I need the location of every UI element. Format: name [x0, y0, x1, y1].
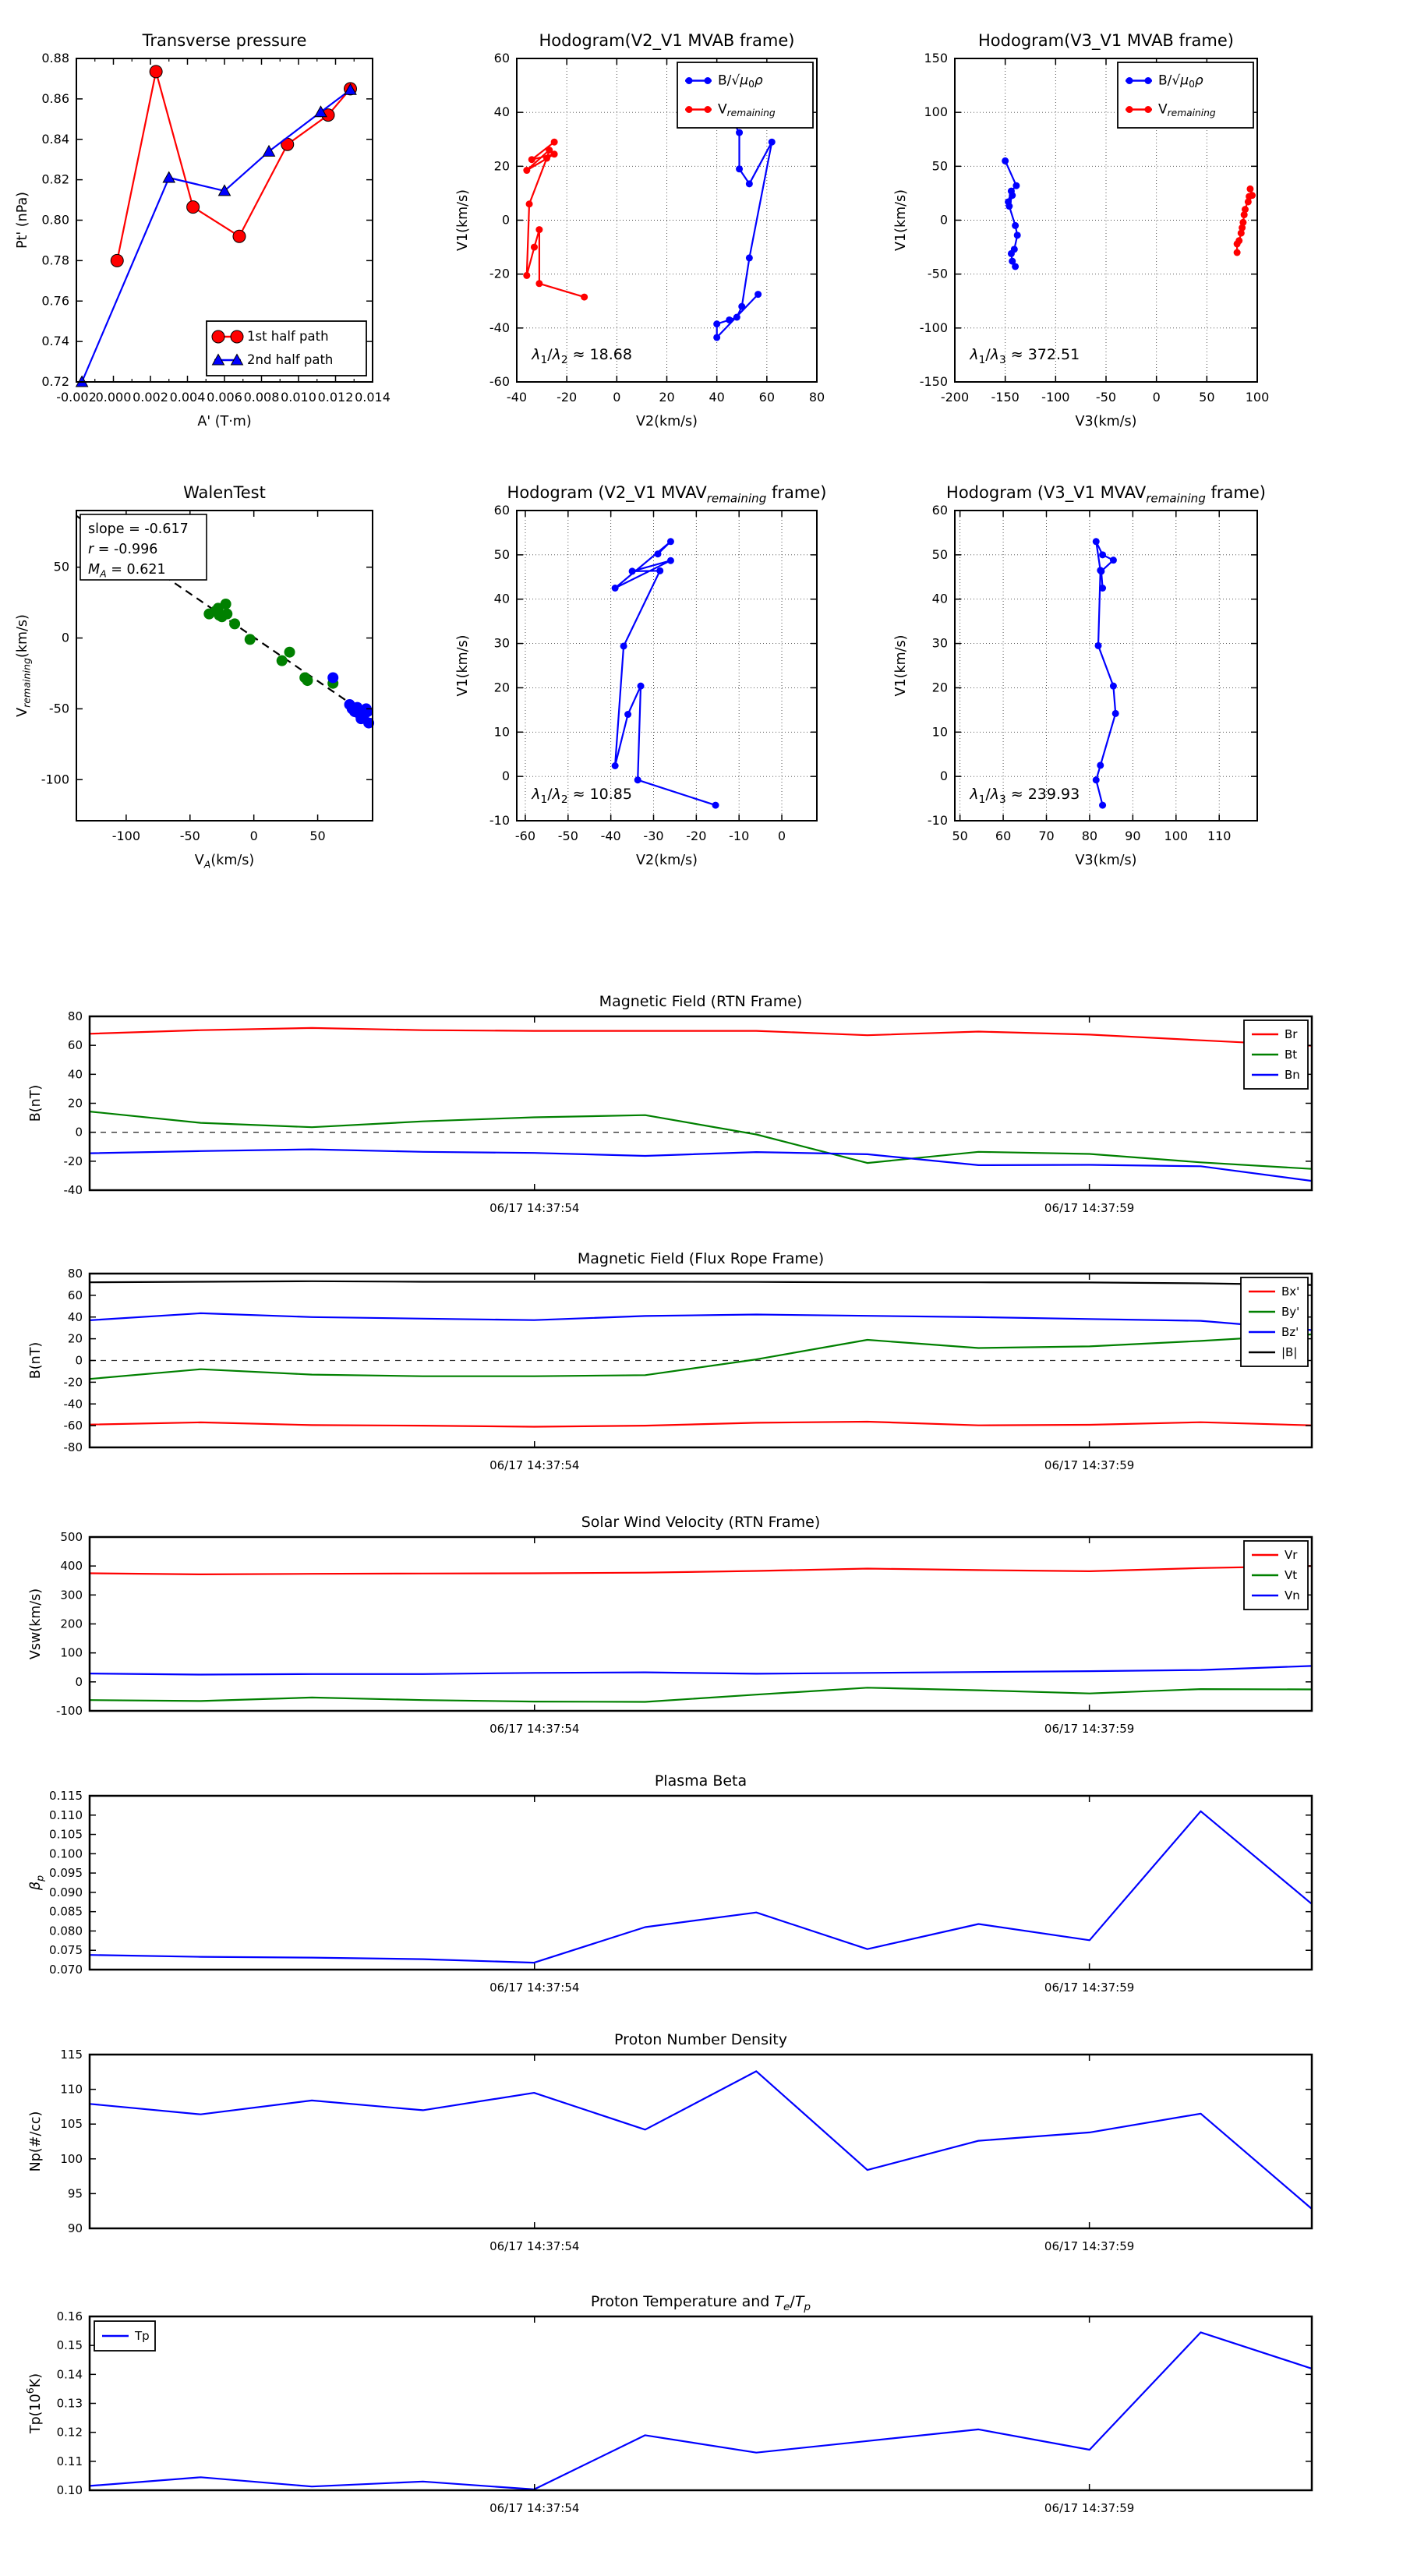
x-tick-label: 0.006 [207, 390, 242, 405]
y-tick-label: 105 [60, 2116, 83, 2131]
y-axis-label: B(nT) [28, 1341, 44, 1380]
y-tick-label: 95 [67, 2186, 83, 2200]
panel-title: Solar Wind Velocity (RTN Frame) [581, 1514, 821, 1531]
legend-label: $B/√\mu_0\rho$ [1158, 72, 1203, 90]
x-tick-label: -30 [643, 829, 664, 843]
y-tick-label: 0.80 [41, 212, 69, 227]
time-tick-label: 06/17 14:37:59 [1044, 1201, 1135, 1215]
x-tick-label: 60 [995, 829, 1012, 843]
x-tick-label: 0 [249, 829, 258, 843]
x-tick-label: 0.012 [317, 390, 354, 405]
x-tick-label: -40 [506, 390, 528, 405]
x-tick-label: 100 [1164, 829, 1189, 843]
eigenvalue-ratio-annotation: $\lambda_1/\lambda_3 \approx 239.93$ [970, 786, 1080, 807]
eigenvalue-ratio-annotation: $\lambda_1/\lambda_3 \approx 372.51$ [970, 345, 1080, 366]
y-tick-label: 20 [67, 1331, 83, 1346]
y-tick-label: 0.84 [41, 131, 69, 147]
y-tick-label: -10 [927, 812, 948, 828]
legend-label: Bz' [1281, 1324, 1299, 1339]
y-tick-label: -100 [919, 320, 948, 335]
legend [1118, 62, 1253, 128]
y-tick-label: 0.82 [41, 171, 69, 187]
y-tick-label: 0.095 [49, 1865, 83, 1880]
y-tick-label: 40 [67, 1066, 83, 1081]
y-tick-label: -40 [63, 1182, 83, 1197]
y-tick-label: 0.12 [56, 2425, 83, 2440]
x-tick-label: -20 [557, 390, 578, 405]
x-tick-label: 50 [952, 829, 968, 843]
y-tick-label: 100 [60, 1645, 83, 1660]
y-tick-label: 0.86 [41, 90, 69, 106]
y-axis-label: V1(km/s) [455, 634, 471, 697]
y-axis-label: V1(km/s) [893, 189, 909, 251]
y-tick-label: 40 [493, 591, 510, 606]
x-tick-label: -50 [1095, 390, 1117, 405]
y-tick-label: 80 [67, 1009, 83, 1023]
legend [94, 2321, 155, 2351]
panel-title: Hodogram(V3_V1 MVAB frame) [978, 31, 1234, 50]
x-tick-label: 0 [777, 829, 786, 843]
x-tick-label: -20 [686, 829, 707, 843]
y-tick-label: 300 [60, 1587, 83, 1602]
y-tick-label: -20 [63, 1374, 83, 1389]
y-tick-label: 0 [939, 212, 948, 227]
y-tick-label: 10 [931, 723, 948, 739]
y-tick-label: 150 [924, 50, 948, 65]
legend-label: Bx' [1281, 1284, 1300, 1299]
time-tick-label: 06/17 14:37:54 [489, 1722, 580, 1736]
y-tick-label: 110 [60, 2082, 83, 2097]
y-tick-label: 0 [75, 1353, 83, 1367]
panel-title: Magnetic Field (Flux Rope Frame) [577, 1250, 825, 1267]
x-tick-label: -40 [600, 829, 621, 843]
x-tick-label: 90 [1125, 829, 1141, 843]
legend-label: Br [1285, 1027, 1298, 1041]
legend-label: 2nd half path [247, 352, 334, 367]
y-tick-label: 10 [493, 723, 510, 739]
y-tick-label: 0 [75, 1674, 83, 1689]
panel-title: Hodogram(V2_V1 MVAB frame) [539, 31, 795, 50]
y-tick-label: 0.100 [49, 1846, 83, 1860]
legend-label: Tp [135, 2328, 150, 2343]
legend-label: |B| [1281, 1345, 1298, 1359]
legend-label: $B/√\mu_0\rho$ [718, 72, 763, 90]
legend [207, 321, 366, 376]
legend-label: 1st half path [247, 328, 329, 344]
panel-title: Magnetic Field (RTN Frame) [599, 993, 803, 1010]
x-tick-label: 100 [1245, 390, 1270, 405]
x-tick-label: -50 [557, 829, 578, 843]
x-tick-label: 50 [1199, 390, 1215, 405]
y-tick-label: 0.16 [56, 2309, 83, 2323]
y-tick-label: -60 [489, 373, 510, 389]
eigenvalue-ratio-annotation: $\lambda_1/\lambda_2 \approx 10.85$ [532, 786, 632, 807]
panel-title: Proton Number Density [614, 2031, 787, 2048]
x-tick-label: 80 [808, 390, 825, 405]
y-tick-label: -150 [919, 373, 948, 389]
x-tick-label: 50 [309, 829, 326, 843]
x-tick-label: 0.014 [355, 390, 391, 405]
y-tick-label: 40 [493, 104, 510, 119]
y-tick-label: 115 [60, 2047, 83, 2062]
x-axis-label: V3(km/s) [1075, 414, 1137, 429]
y-tick-label: 0.090 [49, 1885, 83, 1899]
y-tick-label: 90 [67, 2221, 83, 2235]
y-tick-label: 60 [67, 1288, 83, 1302]
y-tick-label: 0 [501, 212, 510, 227]
x-tick-label: 80 [1081, 829, 1098, 843]
time-tick-label: 06/17 14:37:59 [1044, 2239, 1135, 2253]
legend [677, 62, 813, 128]
y-tick-label: 30 [493, 635, 510, 651]
legend [1241, 1277, 1308, 1366]
x-axis-label: V3(km/s) [1075, 853, 1137, 868]
y-tick-label: 200 [60, 1617, 83, 1631]
time-tick-label: 06/17 14:37:54 [489, 2501, 580, 2515]
panel-title: Transverse pressure [142, 31, 307, 50]
time-tick-label: 06/17 14:37:54 [489, 1981, 580, 1995]
y-tick-label: 50 [53, 559, 69, 574]
y-tick-label: 60 [67, 1037, 83, 1052]
y-tick-label: 0.78 [41, 252, 69, 267]
panel-title: Hodogram (V3_V1 $MVAV_{remaining}$ frame) [946, 483, 1266, 506]
x-tick-label: -0.002 [56, 390, 97, 405]
y-tick-label: 50 [493, 546, 510, 562]
y-tick-label: 60 [493, 502, 510, 518]
fit-stat-line: r = -0.996 [88, 542, 158, 557]
x-tick-label: 60 [758, 390, 776, 405]
y-tick-label: 0 [75, 1125, 83, 1140]
y-axis-label: V1(km/s) [455, 189, 471, 251]
y-tick-label: 0.14 [56, 2366, 83, 2381]
x-tick-label: -200 [940, 390, 970, 405]
y-tick-label: -50 [927, 266, 948, 281]
y-tick-label: -10 [489, 812, 510, 828]
y-axis-label: B(nT) [28, 1084, 44, 1122]
x-tick-label: 0 [613, 390, 621, 405]
y-axis-label: $Tp(10^6K)$ [24, 2373, 44, 2434]
legend [1244, 1020, 1308, 1089]
y-tick-label: 0.10 [56, 2482, 83, 2497]
x-tick-label: 0.004 [169, 390, 206, 405]
y-tick-label: -60 [63, 1418, 83, 1433]
y-tick-label: 100 [924, 104, 948, 119]
y-tick-label: -40 [63, 1396, 83, 1411]
panel-title: Hodogram (V2_V1 $MVAV_{remaining}$ frame) [507, 483, 827, 506]
x-tick-label: 0 [1152, 390, 1161, 405]
y-tick-label: -100 [55, 1703, 83, 1718]
legend-label: Vr [1285, 1547, 1298, 1562]
x-tick-label: -100 [1041, 390, 1070, 405]
y-tick-label: 40 [931, 591, 948, 606]
x-tick-label: 0.000 [95, 390, 132, 405]
legend [1244, 1541, 1308, 1610]
y-tick-label: -20 [489, 266, 510, 281]
y-tick-label: 0.74 [41, 333, 69, 348]
y-tick-label: 0 [939, 768, 948, 783]
y-tick-label: 100 [60, 2151, 83, 2166]
y-tick-label: 0.88 [41, 50, 69, 65]
x-tick-label: -10 [729, 829, 750, 843]
y-tick-label: 20 [493, 157, 510, 173]
y-tick-label: 0.070 [49, 1962, 83, 1977]
legend-label: By' [1281, 1304, 1300, 1319]
y-tick-label: 0.13 [56, 2396, 83, 2410]
x-tick-label: -60 [514, 829, 536, 843]
panel-title: Plasma Beta [654, 1772, 747, 1790]
y-tick-label: 0 [61, 630, 69, 645]
y-tick-label: 40 [67, 1309, 83, 1324]
x-axis-label: A' (T·m) [197, 414, 252, 429]
x-tick-label: 110 [1207, 829, 1232, 843]
y-axis-label: $V_{remaining}(km/s)$ [15, 614, 33, 717]
panel-title: WalenTest [183, 483, 266, 502]
legend-label: $V_{remaining}$ [718, 101, 776, 118]
x-axis-label: V2(km/s) [636, 853, 698, 868]
y-tick-label: 0.11 [56, 2454, 83, 2468]
time-tick-label: 06/17 14:37:59 [1044, 1722, 1135, 1736]
y-tick-label: 80 [67, 1266, 83, 1281]
y-axis-label: Vsw(km/s) [28, 1588, 44, 1660]
y-axis-label: Pt' (nPa) [15, 191, 30, 249]
y-tick-label: -80 [63, 1440, 83, 1454]
legend-label: Vt [1285, 1567, 1298, 1582]
y-tick-label: 0.080 [49, 1923, 83, 1938]
y-tick-label: -40 [489, 320, 510, 335]
x-tick-label: 0.010 [281, 390, 316, 405]
fit-stat-line: $M_A = 0.621$ [88, 562, 166, 580]
y-tick-label: 0 [501, 768, 510, 783]
y-tick-label: 0.075 [49, 1942, 83, 1957]
legend-label: Vn [1285, 1588, 1300, 1602]
legend-label: Bt [1285, 1047, 1298, 1062]
y-tick-label: 60 [493, 50, 510, 65]
y-axis-label: Np(#/cc) [28, 2111, 44, 2172]
y-tick-label: 0.110 [49, 1807, 83, 1822]
x-tick-label: -150 [991, 390, 1020, 405]
x-tick-label: -50 [179, 829, 200, 843]
y-tick-label: 30 [931, 635, 948, 651]
y-tick-label: 400 [60, 1558, 83, 1573]
x-tick-label: 20 [659, 390, 675, 405]
x-tick-label: 70 [1038, 829, 1055, 843]
y-tick-label: 500 [60, 1529, 83, 1544]
time-tick-label: 06/17 14:37:59 [1044, 2501, 1135, 2515]
time-tick-label: 06/17 14:37:59 [1044, 1981, 1135, 1995]
time-tick-label: 06/17 14:37:59 [1044, 1458, 1135, 1472]
y-tick-label: 20 [67, 1096, 83, 1110]
time-tick-label: 06/17 14:37:54 [489, 1458, 580, 1472]
y-tick-label: -20 [63, 1154, 83, 1168]
y-tick-label: 0.15 [56, 2337, 83, 2352]
x-axis-label: V2(km/s) [636, 414, 698, 429]
y-tick-label: 0.76 [41, 292, 69, 308]
y-tick-label: 0.115 [49, 1788, 83, 1803]
y-tick-label: -100 [41, 771, 69, 786]
time-tick-label: 06/17 14:37:54 [489, 2239, 580, 2253]
y-tick-label: 50 [931, 157, 948, 173]
panel-title: Proton Temperature and $T_e/T_p$ [590, 2293, 811, 2313]
fit-stat-line: slope = -0.617 [88, 521, 189, 537]
y-tick-label: 20 [493, 679, 510, 694]
x-axis-label: $V_A(km/s)$ [194, 853, 255, 871]
y-axis-label: V1(km/s) [893, 634, 909, 697]
y-axis-label: $\beta_p$ [28, 1875, 46, 1891]
x-tick-label: 0.008 [243, 390, 280, 405]
y-tick-label: 20 [931, 679, 948, 694]
time-tick-label: 06/17 14:37:54 [489, 1201, 580, 1215]
y-tick-label: 50 [931, 546, 948, 562]
x-tick-label: 40 [709, 390, 725, 405]
legend-label: $V_{remaining}$ [1158, 101, 1216, 118]
y-tick-label: -50 [48, 700, 69, 716]
y-tick-label: 0.72 [41, 373, 69, 389]
y-tick-label: 60 [931, 502, 948, 518]
x-tick-label: 0.002 [133, 390, 168, 405]
y-tick-label: 0.105 [49, 1827, 83, 1842]
legend-label: Bn [1285, 1067, 1300, 1082]
x-tick-label: -100 [111, 829, 141, 843]
eigenvalue-ratio-annotation: $\lambda_1/\lambda_2 \approx 18.68$ [532, 345, 632, 366]
y-tick-label: 0.085 [49, 1904, 83, 1919]
